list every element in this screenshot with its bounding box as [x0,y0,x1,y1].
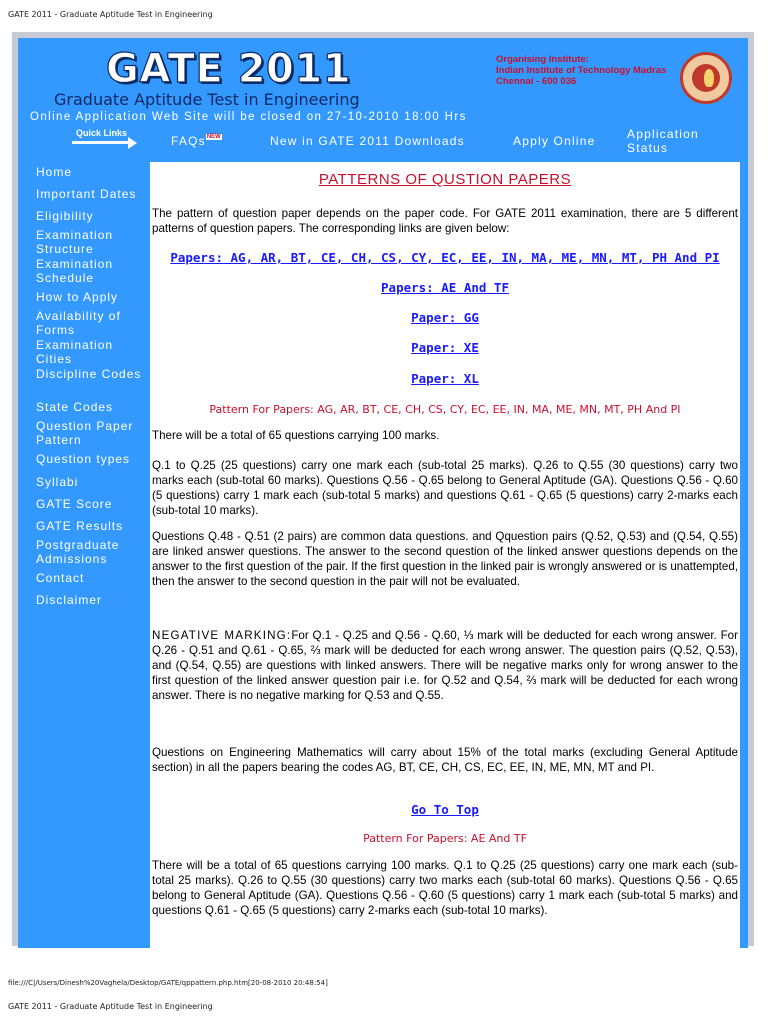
sidebar-item-disclaimer[interactable]: Disclaimer [36,593,103,607]
nav-application-status[interactable]: Application Status [627,127,699,155]
page-heading: PATTERNS OF QUSTION PAPERS [318,171,572,188]
arrow-head-icon [128,137,137,149]
organising-institute [496,54,666,87]
sidebar-item-question-paper-pattern[interactable]: Question Paper Pattern [36,419,134,447]
section2-title: Pattern For Papers: AE And TF [363,832,527,845]
sidebar-item-eligibility[interactable]: Eligibility [36,209,94,223]
sidebar-item-home[interactable]: Home [36,165,73,179]
nav-downloads[interactable]: New in GATE 2011 Downloads [270,134,465,148]
sidebar-item-how-to-apply[interactable]: How to Apply [36,290,119,304]
nav-apply-online[interactable]: Apply Online [513,134,596,148]
s2-paragraph-1: There will be a total of 65 questions carrying 100 marks. Q.1 to Q.25 (25 questions) carry one mark each (sub-total 25 marks). Q.26 to Q.55 (30 questions) carry two marks each (sub-total 60 marks). Questions Q.56 - Q.65 belong to General Aptitude (GA). Questions Q.56 - Q.60 (5 questions) carry 1 mark each (sub-total 5 marks) and questions Q.61 - Q.65 (5 questions) carry 2-marks each (sub-total 10 marks). [152,859,738,917]
sidebar [30,162,150,948]
s1-paragraph-1: There will be a total of 65 questions carrying 100 marks. [152,429,440,442]
quick-links-label: Quick Links [76,128,128,138]
quick-links [72,128,140,150]
sidebar-item-availability-of-forms[interactable]: Availability of Forms [36,309,121,337]
quick-links-arrow-icon [72,141,130,144]
org-name: Indian Institute of Technology Madras [496,65,667,76]
org-address: Chennai - 600 036 [496,76,577,87]
sidebar-item-discipline-codes[interactable]: Discipline Codes [36,367,142,381]
site-title: GATE 2011 [106,46,352,92]
sidebar-item-question-types[interactable]: Question types [36,452,131,466]
closing-notice: Online Application Web Site will be closed on 27-10-2010 18:00 Hrs [30,111,467,123]
section1-title: Pattern For Papers: AG, AR, BT, CE, CH, CS, CY, EC, EE, IN, MA, ME, MN, MT, PH And PI [209,403,681,416]
sidebar-item-syllabi[interactable]: Syllabi [36,475,79,489]
nav-faqs-label: FAQs [171,134,206,148]
sidebar-item-gate-results[interactable]: GATE Results [36,519,124,533]
sidebar-item-contact[interactable]: Contact [36,571,85,585]
s1-paragraph-5: Questions on Engineering Mathematics will carry about 15% of the total marks (excluding General Aptitude section) in all the papers bearing the codes AG, BT, CE, CH, CS, EC, EE, IN, ME, MN, MT and PI. [152,746,738,774]
sidebar-item-examination-structure[interactable]: Examination Structure [36,228,114,256]
s1-paragraph-2: Q.1 to Q.25 (25 questions) carry one mark each (sub-total 25 marks). Q.26 to Q.55 (30 questions) carry two marks each (sub-total 60 marks). Questions Q.56 - Q.65 belong to General Aptitude (GA). Questions Q.56 - Q.60 (5 questions) carry 1 mark each (sub-total 5 marks) and questions Q.61 - Q.65 (5 questions) carry 2-marks each (sub-total 10 marks). [152,459,738,517]
link-paper-gg[interactable]: Paper: GG [411,310,479,325]
sidebar-item-gate-score[interactable]: GATE Score [36,497,113,511]
iit-madras-logo [680,52,732,104]
intro-paragraph: The pattern of question paper depends on the paper code. For GATE 2011 examination, there are 5 different patterns of question papers. The corresponding links are given below: [152,207,738,235]
link-paper-xl[interactable]: Paper: XL [411,371,479,386]
site-subtitle: Graduate Aptitude Test in Engineering [54,90,360,109]
negative-marking-label: NEGATIVE MARKING: [152,629,292,642]
main-content [150,162,740,948]
print-footer-title: GATE 2011 - Graduate Aptitude Test in Engineering [8,1002,213,1011]
sidebar-item-important-dates[interactable]: Important Dates [36,187,137,201]
s1-negative-marking [152,628,738,703]
link-paper-xe[interactable]: Paper: XE [411,340,479,355]
s1-paragraph-3: Questions Q.48 - Q.51 (2 pairs) are common data questions. and Qquestion pairs (Q.52, Q.53) and (Q.54, Q.55) are linked answer questions. The answer to the second question of the linked answer questions depends on the answer to the first question of the pair. If the first question in the linked pair is wrongly answered or is unattempted, then the answer to the second question in the pair will not be evaluated. [152,530,738,588]
sidebar-item-examination-schedule[interactable]: Examination Schedule [36,257,114,285]
new-badge-icon: NEW [206,134,221,140]
go-to-top-link[interactable]: Go To Top [411,802,479,817]
print-header-title: GATE 2011 - Graduate Aptitude Test in Engineering [8,10,213,19]
page-container [18,38,748,948]
sidebar-item-state-codes[interactable]: State Codes [36,400,114,414]
sidebar-item-examination-cities[interactable]: Examination Cities [36,338,114,366]
sidebar-item-postgraduate-admissions[interactable]: Postgraduate Admissions [36,538,120,566]
link-papers-ag-to-pi[interactable]: Papers: AG, AR, BT, CE, CH, CS, CY, EC, EE, IN, MA, ME, MN, MT, PH And PI [170,250,720,265]
link-papers-ae-tf[interactable]: Papers: AE And TF [381,280,509,295]
org-label: Organising Institute: [496,54,589,65]
nav-faqs[interactable] [171,134,222,148]
negative-marking-text: For Q.1 - Q.25 and Q.56 - Q.60, ⅓ mark will be deducted for each wrong answer. For Q.26 - Q.51 and Q.61 - Q.65, ⅔ mark will be deducted for each wrong answer. The question pairs (Q.52, Q.53), and (Q.54, Q.55) are questions with linked answers. There will be negative marks only for wrong answer to the first question of the linked answer question pair i.e. for Q.52 and Q.54, ⅔ mark will be deducted for each wrong answer. There is no negative marking for Q.53 and Q.55. [152,629,738,702]
print-footer-path: file:///C|/Users/Dinesh%20Vaghela/Desktop/GATE/qppattern.php.htm[20-08-2010 20:48:54] [8,979,328,987]
